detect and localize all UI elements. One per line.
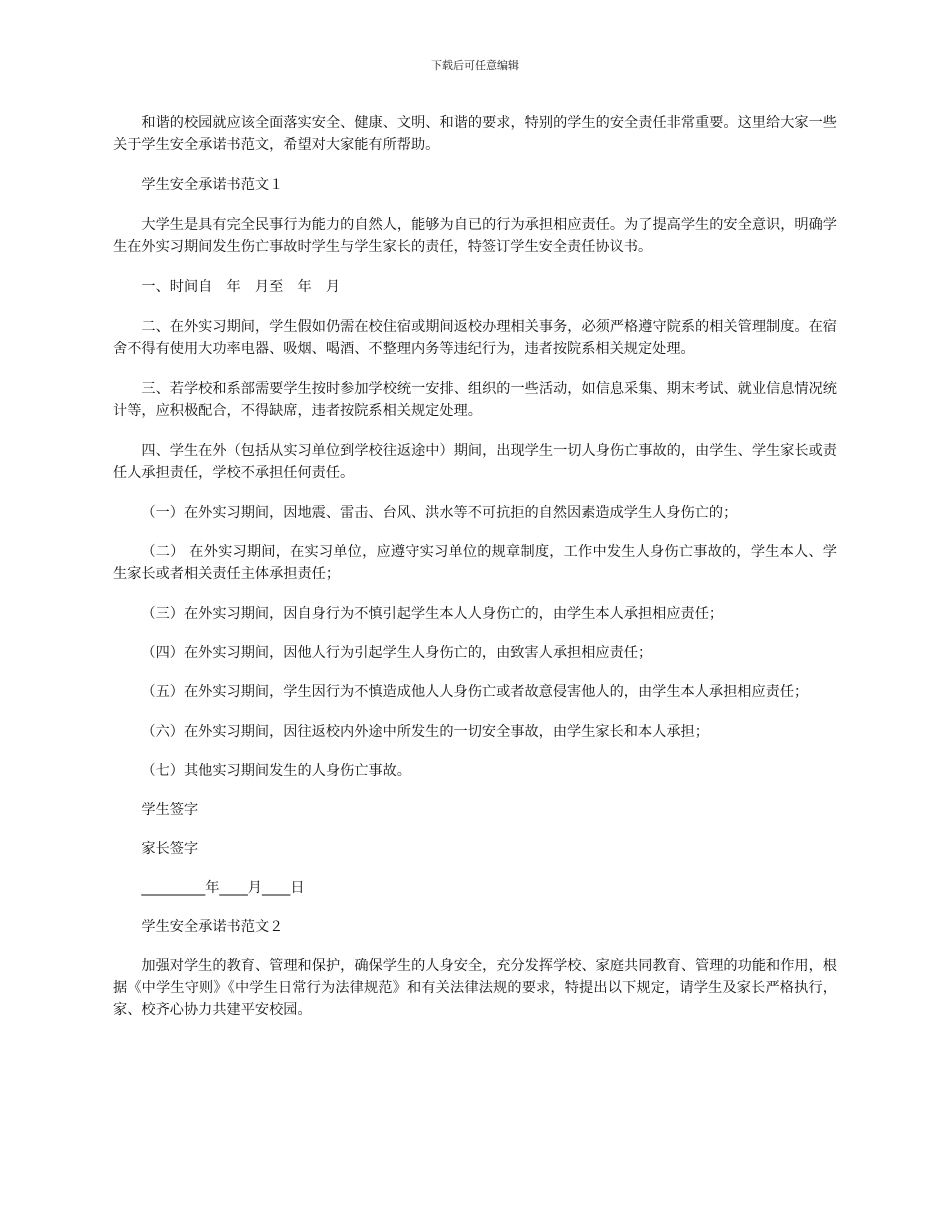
clause-time: 一、时间自 年 月至 年 月 xyxy=(141,279,341,295)
clause-4: 四、学生在外（包括从实习单位到学校往返途中）期间，出现学生一切人身伤亡事故的，由学生、学生家长或责任人承担责任，学校不承担任何责任。 xyxy=(113,443,837,481)
sub-clause-4: （四）在外实习期间，因他人行为引起学生人身伤亡的，由致害人承担相应责任； xyxy=(141,645,653,661)
section-title-2: 学生安全承诺书范文２ xyxy=(141,919,284,935)
student-signature: 学生签字 xyxy=(141,802,199,818)
paragraph: 加强对学生的教育、管理和保护，确保学生的人身安全，充分发挥学校、家庭共同教育、管理的功能和作用，根据《中学生守则》《中学生日常行为法律规范》和有关法律法规的要求，特提出以下规定，请学生及家长严格执行，家、校齐心协力共建平安校园。 xyxy=(113,958,837,1018)
date-line: _________年____月____日 xyxy=(141,880,305,896)
clause-3: 三、若学校和系部需要学生按时参加学校统一安排、组织的一些活动，如信息采集、期末考试、就业信息情况统计等，应积极配合，不得缺席，违者按院系相关规定处理。 xyxy=(113,381,837,419)
page-header: 下载后可任意编辑 xyxy=(431,59,519,72)
parent-signature: 家长签字 xyxy=(141,841,199,857)
sub-clause-1: （一）在外实习期间，因地震、雷击、台风、洪水等不可抗拒的自然因素造成学生人身伤亡的； xyxy=(141,505,738,521)
document-body xyxy=(113,112,837,1039)
paragraph: 大学生是具有完全民事行为能力的自然人，能够为自已的行为承担相应责任。为了提高学生的安全意识，明确学生在外实习期间发生伤亡事故时学生与学生家长的责任，特签订学生安全责任协议书。 xyxy=(113,217,837,255)
sub-clause-2: （二） 在外实习期间，在实习单位，应遵守实习单位的规章制度，工作中发生人身伤亡事故的，学生本人、学生家长或者相关责任主体承担责任； xyxy=(113,544,837,582)
sub-clause-5: （五）在外实习期间，学生因行为不慎造成他人人身伤亡或者故意侵害他人的，由学生本人承担相应责任； xyxy=(141,684,809,700)
intro-paragraph: 和谐的校园就应该全面落实安全、健康、文明、和谐的要求，特别的学生的安全责任非常重要。这里给大家一些关于学生安全承诺书范文，希望对大家能有所帮助。 xyxy=(113,115,837,153)
clause-2: 二、在外实习期间，学生假如仍需在校住宿或期间返校办理相关事务，必须严格遵守院系的相关管理制度。在宿舍不得有使用大功率电器、吸烟、喝酒、不整理内务等违纪行为，违者按院系相关规定处理。 xyxy=(113,319,837,357)
section-title-1: 学生安全承诺书范文１ xyxy=(141,177,284,193)
sub-clause-6: （六）在外实习期间，因往返校内外途中所发生的一切安全事故，由学生家长和本人承担； xyxy=(141,724,709,740)
sub-clause-3: （三）在外实习期间，因自身行为不慎引起学生本人人身伤亡的，由学生本人承担相应责任； xyxy=(141,606,724,622)
sub-clause-7: （七）其他实习期间发生的人身伤亡事故。 xyxy=(141,763,411,779)
